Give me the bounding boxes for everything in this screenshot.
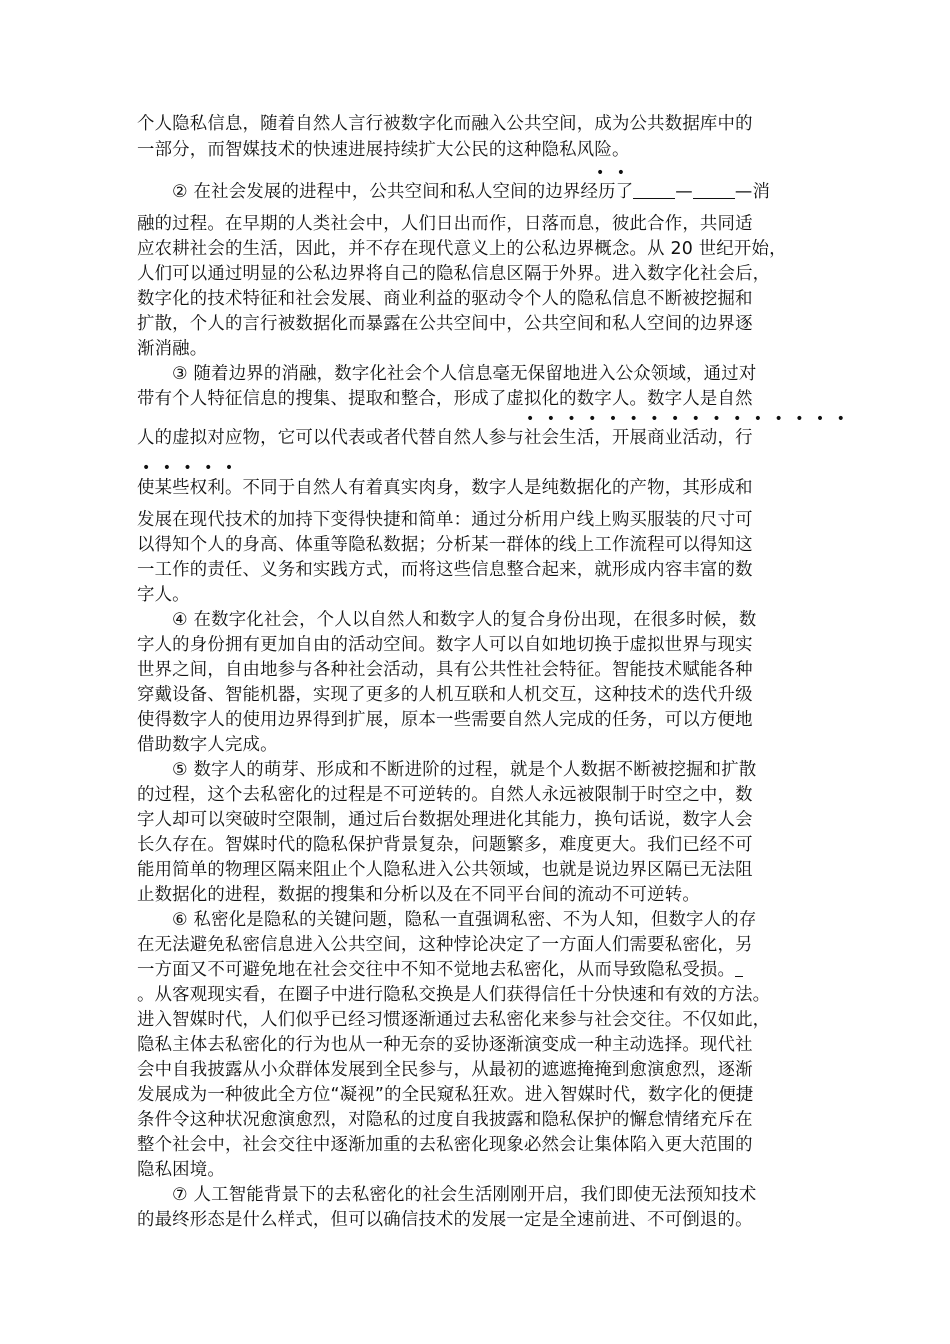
text-line: 融的过程。在早期的人类社会中，人们日出而作，日落而息，彼此合作，共同适 xyxy=(137,214,753,234)
text-line: 条件令这种状况愈演愈烈，对隐私的过度自我披露和隐私保护的懈怠情绪充斥在 xyxy=(137,1110,753,1130)
text-line: 使某些权利。不同于自然人有着真实肉身，数字人是纯数据化的产物，其形成和 xyxy=(137,478,753,498)
text-line-with-blank xyxy=(137,958,817,982)
paragraph-2-first-line xyxy=(172,180,817,204)
dash: — xyxy=(675,182,693,202)
fill-blank[interactable] xyxy=(735,960,743,977)
text-line: 会中自我披露从小众群体发展到全民参与，从最初的遮遮掩掩到愈演愈烈，逐渐 xyxy=(137,1060,753,1080)
text-line: 穿戴设备、智能机器，实现了更多的人机互联和人机交互，这种技术的迭代升级 xyxy=(137,685,753,705)
text-line: 在无法避免私密信息进入公共空间，这种悖论决定了一方面人们需要私密化，另 xyxy=(137,935,753,955)
emphasis-dots: • • • • • • • • • • • • • • • • xyxy=(526,411,849,427)
text-line: 借助数字人完成。 xyxy=(137,735,278,755)
text-segment: 一方面又不可避免地在社会交往中不知不觉地去私密化，从而导致隐私受损。 xyxy=(137,960,736,980)
emphasis-dots: • • xyxy=(596,165,629,181)
text-line: 整个社会中，社会交往中逐渐加重的去私密化现象必然会让集体陷入更大范围的 xyxy=(137,1135,753,1155)
fill-blank[interactable] xyxy=(633,182,675,199)
text-line: ④ 在数字化社会，个人以自然人和数字人的复合身份出现，在很多时候，数 xyxy=(172,610,757,630)
text-line: 隐私主体去私密化的行为也从一种无奈的妥协逐渐演变成一种主动选择。现代社 xyxy=(137,1035,753,1055)
text-line: 隐私困境。 xyxy=(137,1160,225,1180)
text-line: 字人。 xyxy=(137,585,190,605)
text-line: 的过程，这个去私密化的过程是不可逆转的。自然人永远被限制于时空之中，数 xyxy=(137,785,753,805)
text-line: ⑦ 人工智能背景下的去私密化的社会生活刚刚开启，我们即使无法预知技术 xyxy=(172,1185,757,1205)
text-line: 。从客观现实看，在圈子中进行隐私交换是人们获得信任十分快速和有效的方法。 xyxy=(137,985,771,1005)
text-line: 数字化的技术特征和社会发展、商业利益的驱动令个人的隐私信息不断被挖掘和 xyxy=(137,289,753,309)
text-line: 字人却可以突破时空限制，通过后台数据处理进化其能力，换句话说，数字人会 xyxy=(137,810,753,830)
text-line: 长久存在。智媒时代的隐私保护背景复杂，问题繁多，难度更大。我们已经不可 xyxy=(137,835,753,855)
text-line: 扩散，个人的言行被数据化而暴露在公共空间中，公共空间和私人空间的边界逐 xyxy=(137,314,753,334)
text-line: 进入智媒时代，人们似乎已经习惯逐渐通过去私密化来参与社会交往。不仅如此， xyxy=(137,1010,771,1030)
text-line: 应农耕社会的生活，因此，并不存在现代意义上的公私边界概念。从 20 世纪开始， xyxy=(137,239,787,259)
fill-blank[interactable] xyxy=(693,182,735,199)
text-line: 人的虚拟对应物，它可以代表或者代替自然人参与社会生活，开展商业活动，行 xyxy=(137,428,753,448)
text-line: 发展成为一种彼此全方位“凝视”的全民窥私狂欢。进入智媒时代，数字化的便捷 xyxy=(137,1085,754,1105)
text-line: 止数据化的进程，数据的搜集和分析以及在不同平台间的流动不可逆转。 xyxy=(137,885,700,905)
text-line: 字人的身份拥有更加自由的活动空间。数字人可以自如地切换于虚拟世界与现实 xyxy=(137,635,753,655)
text-line: 一部分，而智媒技术的快速进展持续扩大公民的这种隐私风险。 xyxy=(137,140,630,160)
text-line: ⑤ 数字人的萌芽、形成和不断进阶的过程，就是个人数据不断被挖掘和扩散 xyxy=(172,760,757,780)
text-line: 带有个人特征信息的搜集、提取和整合，形成了虚拟化的数字人。数字人是自然 xyxy=(137,389,753,409)
text-line: 一工作的责任、义务和实践方式，而将这些信息整合起来，就形成内容丰富的数 xyxy=(137,560,753,580)
text-line: 发展在现代技术的加持下变得快捷和简单：通过分析用户线上购买服装的尺寸可 xyxy=(137,510,753,530)
text-line: 人们可以通过明显的公私边界将自己的隐私信息区隔于外界。进入数字化社会后， xyxy=(137,264,771,284)
text-line: 的最终形态是什么样式，但可以确信技术的发展一定是全速前进、不可倒退的。 xyxy=(137,1210,753,1230)
text-line: 以得知个人的身高、体重等隐私数据；分析某一群体的线上工作流程可以得知这 xyxy=(137,535,753,555)
text-line: 个人隐私信息，随着自然人言行被数字化而融入公共空间，成为公共数据库中的 xyxy=(137,114,753,134)
text-line: ③ 随着边界的消融，数字化社会个人信息毫无保留地进入公众领域，通过对 xyxy=(172,364,757,384)
text-line: ⑥ 私密化是隐私的关键问题，隐私一直强调私密、不为人知，但数字人的存 xyxy=(172,910,757,930)
emphasis-dots: • • • • • xyxy=(142,460,238,476)
text-segment: ② 在社会发展的进程中，公共空间和私人空间的边界经历了 xyxy=(172,182,634,202)
text-line: 世界之间，自由地参与各种社会活动，具有公共性社会特征。智能技术赋能各种 xyxy=(137,660,753,680)
text-line: 能用简单的物理区隔来阻止个人隐私进入公共领域，也就是说边界区隔已无法阻 xyxy=(137,860,753,880)
dash: —消 xyxy=(734,182,771,202)
text-line: 渐消融。 xyxy=(137,339,208,359)
text-line: 使得数字人的使用边界得到扩展，原本一些需要自然人完成的任务，可以方便地 xyxy=(137,710,753,730)
